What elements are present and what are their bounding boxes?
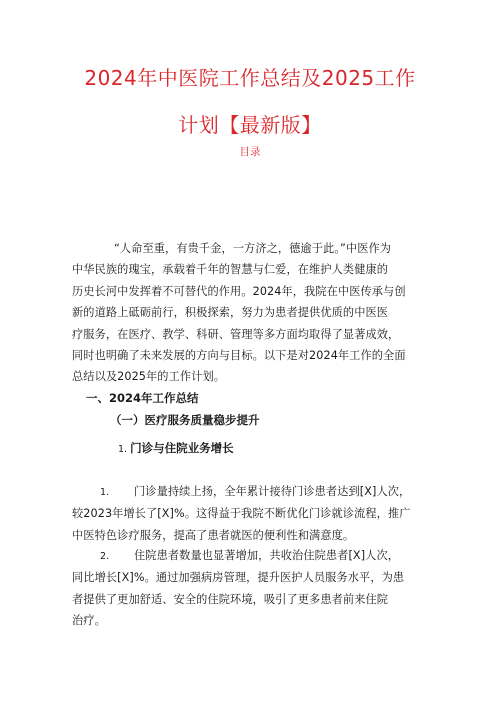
point-2-paragraph [72, 545, 444, 632]
subsection-heading: （一）医疗服务质量稳步提升 [110, 413, 260, 427]
point-line: 同比增长[X]%。通过加强病房管理，提升医护人员服务水平，为患 [72, 571, 405, 585]
point-number: 2. [100, 551, 110, 562]
intro-line: 同时也明确了未来发展的方向与目标。以下是对2024年工作的全面 [72, 349, 406, 363]
point-1-paragraph [72, 481, 444, 546]
document-title-line-2: 计划【最新版】 [178, 113, 322, 137]
point-line: 中医特色诊疗服务，提高了患者就医的便利性和满意度。 [72, 528, 355, 542]
intro-paragraph [72, 238, 444, 388]
intro-line: 疗服务，在医疗、教学、科研、管理等多方面均取得了显著成效， [72, 327, 400, 341]
point-number: 1. [100, 487, 110, 498]
item-heading [118, 440, 234, 456]
section-heading: 一、2024年工作总结 [86, 391, 199, 405]
point-text: 门诊量持续上扬，全年累计接待门诊患者达到[X]人次， [134, 485, 411, 498]
point-line: 治疗。 [72, 614, 106, 628]
point-line: 者提供了更加舒适、安全的住院环境，吸引了更多患者前来住院 [72, 592, 389, 606]
point-line: 较2023年增长了[X]%。这得益于我院不断优化门诊就诊流程，推广 [72, 507, 411, 521]
item-heading-text: 门诊与住院业务增长 [130, 441, 234, 455]
intro-line: 总结以及2025年的工作计划。 [72, 370, 226, 384]
point-line [72, 545, 444, 567]
document-title-line-1: 2024年中医院工作总结及2025工作 [84, 66, 416, 90]
point-line [72, 481, 444, 503]
point-text: 住院患者数量也显著增加，共收治住院患者[X]人次， [134, 549, 400, 562]
intro-line: 中华民族的瑰宝，承载着千年的智慧与仁爱，在维护人类健康的 [72, 263, 389, 277]
intro-line: 新的道路上砥砺前行，积极探索，努力为患者提供优质的中医医 [72, 306, 389, 320]
intro-line: “人命至重，有贵千金，一方济之，德逾于此。”中医作为 [114, 242, 392, 255]
intro-line: 历史长河中发挥着不可替代的作用。2024年，我院在中医传承与创 [72, 284, 406, 298]
toc-label: 目录 [239, 146, 261, 158]
item-number: 1. [118, 444, 128, 455]
